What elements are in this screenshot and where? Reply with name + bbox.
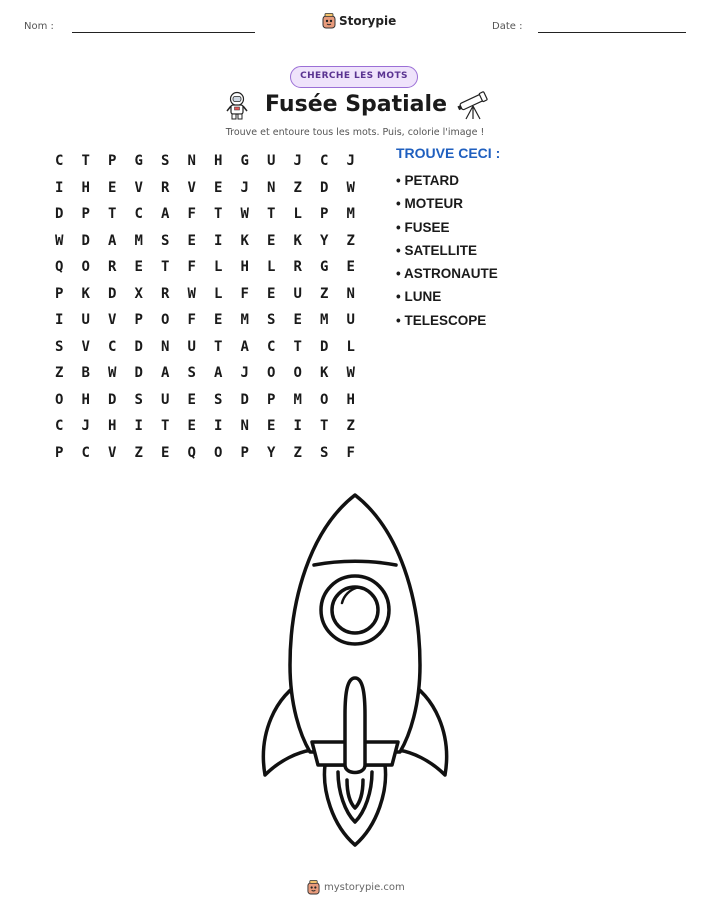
grid-cell: E xyxy=(187,232,196,249)
word-item: • FUSEE xyxy=(396,219,450,235)
word-item: • PETARD xyxy=(396,173,459,188)
word-list xyxy=(396,172,498,335)
grid-cell: P xyxy=(240,444,249,461)
grid-cell: U xyxy=(293,285,302,302)
grid-cell: T xyxy=(293,338,302,355)
grid-cell: D xyxy=(81,232,90,249)
grid-cell: V xyxy=(134,179,143,196)
grid-cell: C xyxy=(267,338,276,355)
storypie-logo-icon xyxy=(307,880,320,895)
grid-cell: R xyxy=(293,259,302,275)
grid-cell: D xyxy=(55,206,64,222)
grid-cell: Z xyxy=(55,365,64,381)
grid-cell: V xyxy=(81,338,90,355)
grid-cell: L xyxy=(267,259,276,275)
grid-cell: M xyxy=(240,312,249,328)
grid-cell: E xyxy=(267,232,276,249)
grid-cell: Q xyxy=(187,444,196,461)
grid-cell: C xyxy=(108,338,117,355)
word-item: • LUNE xyxy=(396,289,442,305)
footer xyxy=(307,880,405,895)
grid-cell: E xyxy=(293,312,302,328)
grid-cell: V xyxy=(108,444,117,461)
grid-cell: H xyxy=(81,391,90,408)
grid-cell: A xyxy=(161,206,170,222)
grid-cell: P xyxy=(108,153,117,169)
grid-cell: D xyxy=(320,179,329,196)
grid-cell: Z xyxy=(346,232,355,249)
grid-cell: U xyxy=(346,312,355,328)
brand-name: Storypie xyxy=(339,14,397,28)
grid-cell: E xyxy=(108,179,117,196)
grid-cell: L xyxy=(214,259,223,275)
grid-cell: J xyxy=(81,418,90,434)
grid-cell: C xyxy=(320,153,329,169)
footer-site: mystorypie.com xyxy=(324,882,405,893)
grid-cell: M xyxy=(293,391,302,408)
word-item: • SATELLITE xyxy=(396,242,477,258)
grid-cell: O xyxy=(81,259,90,275)
grid-cell: R xyxy=(108,259,117,275)
grid-cell: D xyxy=(320,338,329,355)
grid-cell: W xyxy=(240,206,249,222)
date-line xyxy=(538,32,686,33)
grid-cell: E xyxy=(346,259,355,275)
grid-cell: R xyxy=(161,179,170,196)
grid-cell: J xyxy=(240,179,249,196)
grid-cell: K xyxy=(81,285,90,302)
grid-cell: E xyxy=(187,391,196,408)
grid-cell: X xyxy=(134,285,143,302)
grid-cell: H xyxy=(81,179,90,196)
grid-cell: K xyxy=(320,365,329,381)
grid-cell: S xyxy=(134,391,143,408)
grid-cell: C xyxy=(55,153,64,169)
grid-cell: A xyxy=(108,232,117,249)
grid-cell: P xyxy=(134,312,143,328)
grid-cell: I xyxy=(55,179,64,196)
category-badge: CHERCHE LES MOTS xyxy=(290,66,418,88)
grid-cell: O xyxy=(55,391,64,408)
grid-cell: V xyxy=(108,312,117,328)
grid-cell: F xyxy=(187,206,196,222)
grid-cell: G xyxy=(320,259,329,275)
grid-cell: D xyxy=(108,285,117,302)
grid-cell: N xyxy=(161,338,170,355)
grid-cell: P xyxy=(267,391,276,408)
grid-cell: U xyxy=(187,338,196,355)
brand xyxy=(322,13,396,29)
grid-cell: A xyxy=(240,338,249,355)
grid-cell: E xyxy=(187,418,196,434)
grid-cell: P xyxy=(55,444,64,461)
grid-cell: J xyxy=(346,153,355,169)
grid-cell: N xyxy=(267,179,276,196)
grid-cell: T xyxy=(214,338,223,355)
grid-cell: F xyxy=(187,312,196,328)
grid-cell: D xyxy=(108,391,117,408)
grid-cell: D xyxy=(134,338,143,355)
grid-cell: H xyxy=(240,259,249,275)
grid-cell: W xyxy=(55,232,64,249)
grid-cell: O xyxy=(293,365,302,381)
grid-cell: U xyxy=(267,153,276,169)
grid-cell: L xyxy=(346,338,355,355)
instructions: Trouve et entoure tous les mots. Puis, colorie l'image ! xyxy=(225,127,485,138)
grid-cell: B xyxy=(81,365,90,381)
grid-cell: L xyxy=(293,206,302,222)
grid-cell: Z xyxy=(346,418,355,434)
grid-cell: E xyxy=(134,259,143,275)
grid-cell: U xyxy=(81,312,90,328)
grid-cell: A xyxy=(214,365,223,381)
name-line xyxy=(72,32,255,33)
storypie-logo-icon xyxy=(322,13,336,29)
grid-cell: D xyxy=(240,391,249,408)
grid-cell: S xyxy=(214,391,223,408)
grid-cell: R xyxy=(161,285,170,302)
page-title: Fusée Spatiale xyxy=(265,92,447,117)
grid-cell: G xyxy=(134,153,143,169)
grid-cell: P xyxy=(320,206,329,222)
grid-cell: S xyxy=(161,232,170,249)
grid-cell: S xyxy=(187,365,196,381)
grid-cell: M xyxy=(346,206,355,222)
grid-cell: T xyxy=(267,206,276,222)
grid-cell: E xyxy=(267,285,276,302)
grid-cell: K xyxy=(240,232,249,249)
grid-cell: E xyxy=(267,418,276,434)
grid-cell: E xyxy=(214,179,223,196)
grid-cell: W xyxy=(346,179,355,196)
word-item: • TELESCOPE xyxy=(396,312,487,328)
grid-cell: C xyxy=(55,418,64,434)
grid-cell: T xyxy=(161,418,170,434)
grid-cell: F xyxy=(240,285,249,302)
grid-cell: E xyxy=(214,312,223,328)
grid-cell: I xyxy=(214,418,223,434)
grid-cell: M xyxy=(134,232,143,249)
grid-cell: E xyxy=(161,444,170,461)
grid-cell: S xyxy=(320,444,329,461)
grid-cell: N xyxy=(346,285,355,302)
grid-cell: P xyxy=(55,285,64,302)
grid-cell: Y xyxy=(267,444,276,461)
window-inner xyxy=(332,587,378,633)
grid-cell: H xyxy=(346,391,355,408)
grid-cell: Z xyxy=(134,444,143,461)
grid-cell: W xyxy=(346,365,355,381)
grid-cell: P xyxy=(81,206,90,222)
grid-cell: Z xyxy=(293,179,302,196)
rocket-illustration xyxy=(250,490,460,850)
grid-cell: T xyxy=(161,259,170,275)
grid-cell: I xyxy=(293,418,302,434)
grid-cell: S xyxy=(267,312,276,328)
grid-cell: H xyxy=(214,153,223,169)
grid-cell: U xyxy=(161,391,170,408)
grid-cell: N xyxy=(187,153,196,169)
grid-cell: Z xyxy=(293,444,302,461)
grid-cell: F xyxy=(187,259,196,275)
grid-cell: C xyxy=(134,206,143,222)
grid-cell: M xyxy=(320,312,329,328)
grid-cell: I xyxy=(214,232,223,249)
grid-cell: T xyxy=(108,206,117,222)
grid-cell: Y xyxy=(320,232,329,249)
grid-cell: T xyxy=(81,153,90,169)
grid-cell: V xyxy=(187,179,196,196)
astronaut-icon xyxy=(224,91,250,121)
grid-cell: I xyxy=(55,312,64,328)
grid-cell: W xyxy=(108,365,117,381)
grid-cell: J xyxy=(240,365,249,381)
grid-cell: L xyxy=(214,285,223,302)
grid-cell: O xyxy=(161,312,170,328)
grid-cell: A xyxy=(161,365,170,381)
word-search-grid xyxy=(46,148,364,466)
telescope-icon xyxy=(456,90,490,120)
grid-cell: O xyxy=(214,444,223,461)
grid-cell: O xyxy=(320,391,329,408)
grid-cell: K xyxy=(293,232,302,249)
grid-cell: H xyxy=(108,418,117,434)
center-strip xyxy=(345,678,365,773)
word-item: • ASTRONAUTE xyxy=(396,266,498,282)
grid-cell: G xyxy=(240,153,249,169)
grid-cell: N xyxy=(240,418,249,434)
grid-cell: F xyxy=(346,444,355,461)
grid-cell: J xyxy=(293,153,302,169)
grid-cell: C xyxy=(81,444,90,461)
grid-cell: S xyxy=(55,338,64,355)
grid-cell: T xyxy=(214,206,223,222)
grid-cell: O xyxy=(267,365,276,381)
date-label: Date : xyxy=(492,21,523,32)
word-item: • MOTEUR xyxy=(396,196,463,212)
grid-cell: T xyxy=(320,418,329,434)
word-list-title: TROUVE CECI : xyxy=(396,145,501,161)
grid-cell: W xyxy=(187,285,196,302)
grid-cell: S xyxy=(161,153,170,169)
grid-cell: I xyxy=(134,418,143,434)
grid-cell: D xyxy=(134,365,143,381)
grid-cell: Q xyxy=(55,259,64,275)
grid-cell: Z xyxy=(320,285,329,302)
name-label: Nom : xyxy=(24,21,54,32)
